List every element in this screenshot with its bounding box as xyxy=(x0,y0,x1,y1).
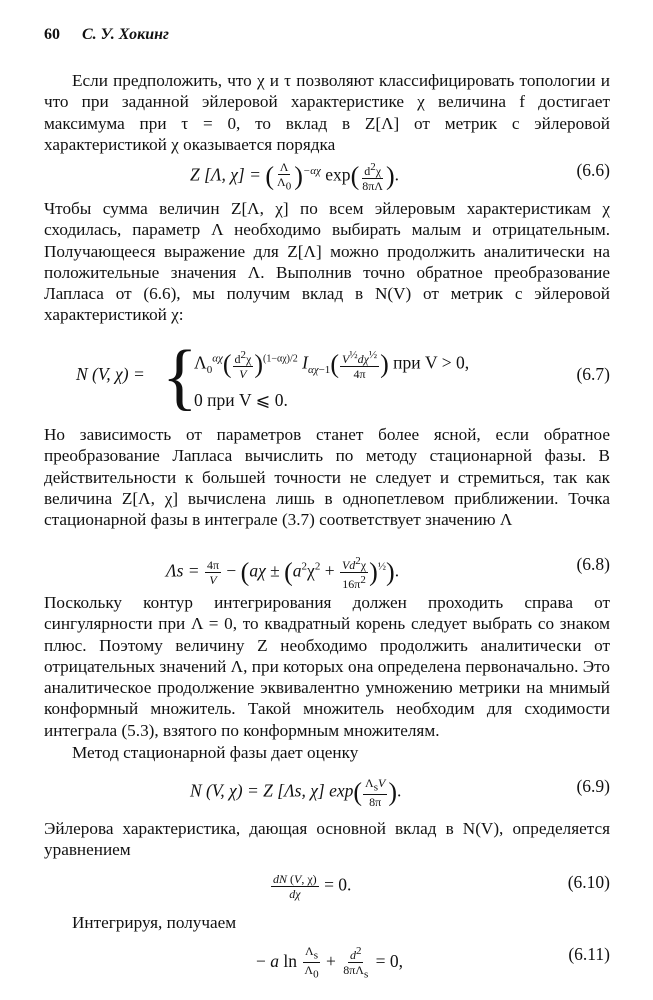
equation-6-6-exp: exp xyxy=(325,164,351,185)
equation-6-9 xyxy=(44,766,610,810)
equation-6-8-lhs: Λs = xyxy=(166,560,204,581)
page-number: 60 xyxy=(44,26,60,43)
paragraph-5: Метод стационарной фазы дает оценку xyxy=(72,743,359,762)
paragraph-3: Но зависимость от параметров станет более ясной, если обратное преобразование Лапласа вычислить по методу стационарной фазы. В действительности к большей точности не следует и стремиться, так как величина Z[Λ, χ] вычислена лишь в однопетлевом приближении. Точка стационарной фазы в интеграле (3.7) соответствует значению Λ xyxy=(44,425,610,530)
equation-6-8 xyxy=(44,544,610,591)
paragraph-4: Поскольку контур интегрирования должен проходить справа от сингулярности при Λ = 0, то квадратный корень следует выбрать со знаком плюс. Поэтому величину Z необходимо продолжить аналитически от отрицательных значений Λ, при которых она определена первоначально. Это аналитическое продолжение эквивалентно умножению метрики на мнимый конформный множитель. Такой множитель необходим для сходимости интеграла (5.3), взятого по конформным множителям. xyxy=(44,593,610,740)
equation-number-6-6: (6.6) xyxy=(576,160,610,180)
equation-6-10 xyxy=(44,862,610,902)
equation-6-7-case-1: $\Lambda_0^{\alpha\chi}$( $\frac{d^2\chi}{V}$ )$^{(1-\alpha\chi)/2}$ $I_{\alpha\chi-1}$( $\frac{V^{\frac{1}{2}}d\chi^{\frac{1}{2}}}{4\pi}$ ) при V > 0, xyxy=(194,349,470,381)
author-name: С. У. Хокинг xyxy=(82,26,169,43)
equation-6-11 xyxy=(44,934,610,981)
equation-6-11-body: − a ln $\frac{\Lambda_s}{\Lambda_0}$ + $d^2$ $8\pi\Lambda_s$ = 0, xyxy=(256,944,403,981)
equation-number-6-10: (6.10) xyxy=(567,872,610,892)
equation-number-6-9: (6.9) xyxy=(576,776,610,796)
equation-6-7-condition: при V > 0, xyxy=(393,352,470,373)
equation-6-8-body: Λs = $\frac{4\pi}{V}$ − ($a\chi \pm (a^2\chi^2$ + $\frac{Vd^2\chi}{16\pi^2}$ )$^{\frac{1}{2}}$). xyxy=(166,555,400,591)
paragraph-1: Если предположить, что χ и τ позволяют классифицировать топологии и что при заданной эйлеровой характеристике χ величина f достигает максимума при τ = 0, то вклад в Z[Λ] от метрик с эйлеровой характеристикой χ оказывается порядка xyxy=(44,71,610,154)
equation-6-7: N (V, χ) = { $\Lambda_0^{\alpha\chi}$( $\frac{d^2\chi}{V}$ )$^{(1-\alpha\chi)/2}$ $I_{\alpha\chi-1}$( $\frac{V^{\frac{1}{2}}d\chi^{\frac{1}{2}}}{4\pi}$ ) при V > 0, 0 при V ⩽ 0. (6.7) xyxy=(76,336,610,418)
paragraph-7: Интегрируя, получаем xyxy=(72,913,237,932)
equation-6-9-lhs: N (V, χ) = Z [Λs, χ] exp xyxy=(190,780,354,801)
equation-6-11-rhs: = 0, xyxy=(371,950,403,971)
equation-6-6 xyxy=(44,150,610,194)
equation-6-6-body: Z [Λ, χ] = ( $\frac{\Lambda}{\Lambda_0}$ )$^{-\alpha\chi}$ exp( $\frac{d^2\chi}{8\pi\Lambda}$ ). xyxy=(190,160,400,194)
equation-6-7-lhs: N (V, χ) = xyxy=(76,364,145,384)
running-header xyxy=(44,26,169,44)
paragraph-6: Эйлерова характеристика, дающая основной вклад в N(V), определяется уравнением xyxy=(44,819,610,860)
equation-6-10-rhs: = 0. xyxy=(319,874,352,895)
equation-6-10-body: $\frac{dN (V, \chi)}{d\chi}$ = 0. xyxy=(273,872,352,901)
paragraph-2: Чтобы сумма величин Z[Λ, χ] по всем эйлеровым характеристикам χ сходилась, параметр Λ необходимо выбирать малым и отрицательным. Получающееся выражение для Z[Λ] можно продолжить аналитически на положительные значения Λ. Выполнив точно обратное преобразование Лапласа от (6.6), мы получим вклад в N(V) от метрик с эйлеровой характеристикой χ: xyxy=(44,199,610,325)
equation-number-6-11: (6.11) xyxy=(568,944,610,964)
equation-6-6-lhs: Z [Λ, χ] = xyxy=(190,164,266,185)
equation-6-9-body: N (V, χ) = Z [Λs, χ] exp( $\Lambda_sV$ 8π ). xyxy=(190,776,402,810)
equation-6-7-case-2: 0 при V ⩽ 0. xyxy=(194,390,288,410)
equation-number-6-7: (6.7) xyxy=(576,364,610,384)
equation-number-6-8: (6.8) xyxy=(576,554,610,574)
